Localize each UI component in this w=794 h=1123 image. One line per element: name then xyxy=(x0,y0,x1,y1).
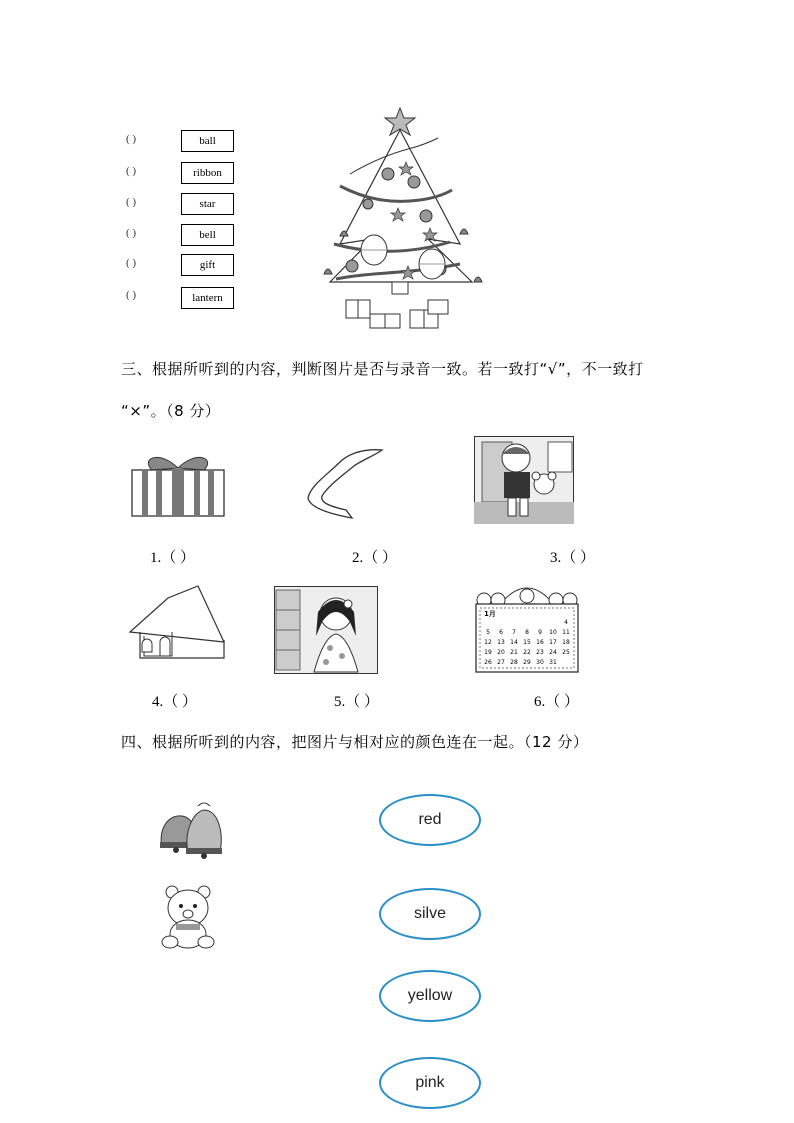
calendar-day: 8 xyxy=(525,629,529,636)
girl-in-dress-icon xyxy=(274,586,378,674)
section3-title-line1: 三、根据所听到的内容，判断图片是否与录音一致。若一致打“√”，不一致打 xyxy=(121,360,644,378)
answer-paren[interactable]: ( ) xyxy=(126,133,137,145)
gift-box-icon xyxy=(130,450,226,520)
section4-title: 四、根据所听到的内容，把图片与相对应的颜色连在一起。（12 分） xyxy=(121,733,589,751)
calendar-day: 21 xyxy=(510,649,518,656)
answer-6[interactable]: 6.（ ） xyxy=(534,694,580,710)
teddy-bear-icon xyxy=(160,884,216,952)
calendar-day: 27 xyxy=(497,659,505,666)
calendar-month: 1月 xyxy=(484,610,496,618)
section3-title-line2: “×”。（8 分） xyxy=(121,402,221,420)
house-icon xyxy=(128,584,226,660)
word-box-ball: ball xyxy=(181,130,234,152)
calendar-day: 4 xyxy=(564,619,568,626)
calendar-day: 7 xyxy=(512,629,516,636)
color-oval-red[interactable]: red xyxy=(379,794,481,846)
calendar-day: 22 xyxy=(523,649,531,656)
calendar-day: 17 xyxy=(549,639,557,646)
word-box-star: star xyxy=(181,193,234,215)
answer-1[interactable]: 1.（ ） xyxy=(150,550,196,566)
calendar-day: 14 xyxy=(510,639,518,646)
calendar-day: 16 xyxy=(536,639,544,646)
calendar-day: 12 xyxy=(484,639,492,646)
calendar-day: 30 xyxy=(536,659,544,666)
answer-paren[interactable]: ( ) xyxy=(126,227,137,239)
answer-4[interactable]: 4.（ ） xyxy=(152,694,198,710)
color-oval-silve[interactable]: silve xyxy=(379,888,481,940)
answer-2[interactable]: 2.（ ） xyxy=(352,550,398,566)
ribbon-icon xyxy=(300,446,386,522)
calendar-day: 28 xyxy=(510,659,518,666)
calendar-day: 26 xyxy=(484,659,492,666)
bells-icon xyxy=(154,800,230,864)
answer-paren[interactable]: ( ) xyxy=(126,289,137,301)
answer-paren[interactable]: ( ) xyxy=(126,257,137,269)
calendar-day: 15 xyxy=(523,639,531,646)
calendar-day: 20 xyxy=(497,649,505,656)
calendar-day: 11 xyxy=(562,629,570,636)
answer-paren[interactable]: ( ) xyxy=(126,165,137,177)
answer-3[interactable]: 3.（ ） xyxy=(550,550,596,566)
christmas-tree-illustration xyxy=(310,104,490,332)
calendar-day: 31 xyxy=(549,659,557,666)
calendar-day: 5 xyxy=(486,629,490,636)
calendar-day: 25 xyxy=(562,649,570,656)
word-box-gift: gift xyxy=(181,254,234,276)
color-oval-pink[interactable]: pink xyxy=(379,1057,481,1109)
calendar-day: 10 xyxy=(549,629,557,636)
calendar-day: 18 xyxy=(562,639,570,646)
calendar-day: 13 xyxy=(497,639,505,646)
word-box-ribbon: ribbon xyxy=(181,162,234,184)
calendar-day: 19 xyxy=(484,649,492,656)
answer-paren[interactable]: ( ) xyxy=(126,196,137,208)
answer-5[interactable]: 5.（ ） xyxy=(334,694,380,710)
boy-with-teddy-bear-icon xyxy=(474,436,574,524)
color-oval-yellow[interactable]: yellow xyxy=(379,970,481,1022)
calendar-day: 23 xyxy=(536,649,544,656)
calendar-icon xyxy=(474,582,580,674)
calendar-day: 9 xyxy=(538,629,542,636)
calendar-day: 29 xyxy=(523,659,531,666)
calendar-day: 24 xyxy=(549,649,557,656)
calendar-day: 6 xyxy=(499,629,503,636)
word-box-lantern: lantern xyxy=(181,287,234,309)
word-box-bell: bell xyxy=(181,224,234,246)
